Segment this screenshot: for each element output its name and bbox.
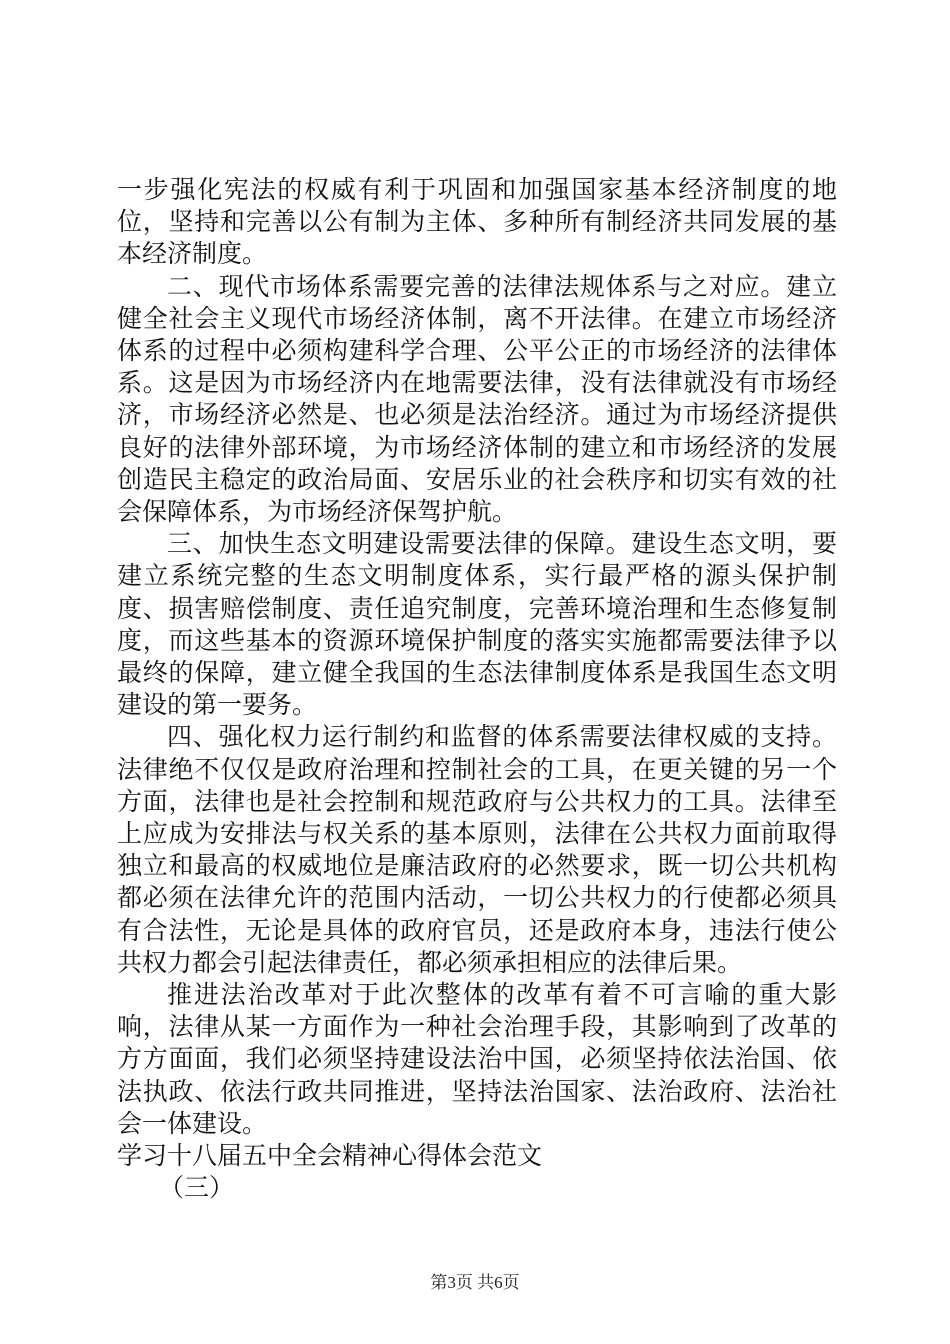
paragraph-rule-of-law-reform: 推进法治改革对于此次整体的改革有着不可言喻的重大影响，法律从某一方面作为一种社会治理手段，其影响到了改革的方方面面，我们必须坚持建设法治中国，必须坚持依法治国、依法执政、依法行政共同推进，坚持法治国家、法治政府、法治社会一体建设。: [117, 980, 837, 1138]
paragraph-ecological-civilization: 三、加快生态文明建设需要法律的保障。建设生态文明，要建立系统完整的生态文明制度体系，实行最严格的源头保护制度、损害赔偿制度、责任追究制度，完善环境治理和生态修复制度，而这些基本的资源环境保护制度的落实实施都需要法律予以最终的保障，建立健全我国的生态法律制度体系是我国生态文明建设的第一要务。: [117, 529, 837, 720]
section-subheading: （三）: [159, 1173, 235, 1203]
page-footer: 第3页 共6页: [430, 1273, 520, 1292]
paragraph-power-supervision: 四、强化权力运行制约和监督的体系需要法律权威的支持。法律绝不仅仅是政府治理和控制社会的工具，在更关键的另一个方面，法律也是社会控制和规范政府与公共权力的工具。法律至上应成为安排法与权关系的基本原则，法律在公共权力面前取得独立和最高的权威地位是廉洁政府的必然要求，既一切公共机构都必须在法律允许的范围内活动，一切公共权力的行使都必须具有合法性，无论是具体的政府官员，还是政府本身，违法行使公共权力都会引起法律责任，都必须承担相应的法律后果。: [117, 722, 837, 977]
paragraph-market-system: 二、现代市场体系需要完善的法律法规体系与之对应。建立健全社会主义现代市场经济体制，离不开法律。在建立市场经济体系的过程中必须构建科学合理、公平公正的市场经济的法律体系。这是因为市场经济内在地需要法律，没有法律就没有市场经济，市场经济必然是、也必须是法治经济。通过为市场经济提供良好的法律外部环境，为市场经济体制的建立和市场经济的发展创造民主稳定的政治局面、安居乐业的社会秩序和切实有效的社会保障体系，为市场经济保驾护航。: [117, 271, 837, 527]
document-body: [117, 174, 837, 1205]
section-heading: 学习十八届五中全会精神心得体会范文: [117, 1141, 543, 1171]
paragraph-continuation: 一步强化宪法的权威有利于巩固和加强国家基本经济制度的地位，坚持和完善以公有制为主体、多种所有制经济共同发展的基本经济制度。: [117, 175, 837, 269]
